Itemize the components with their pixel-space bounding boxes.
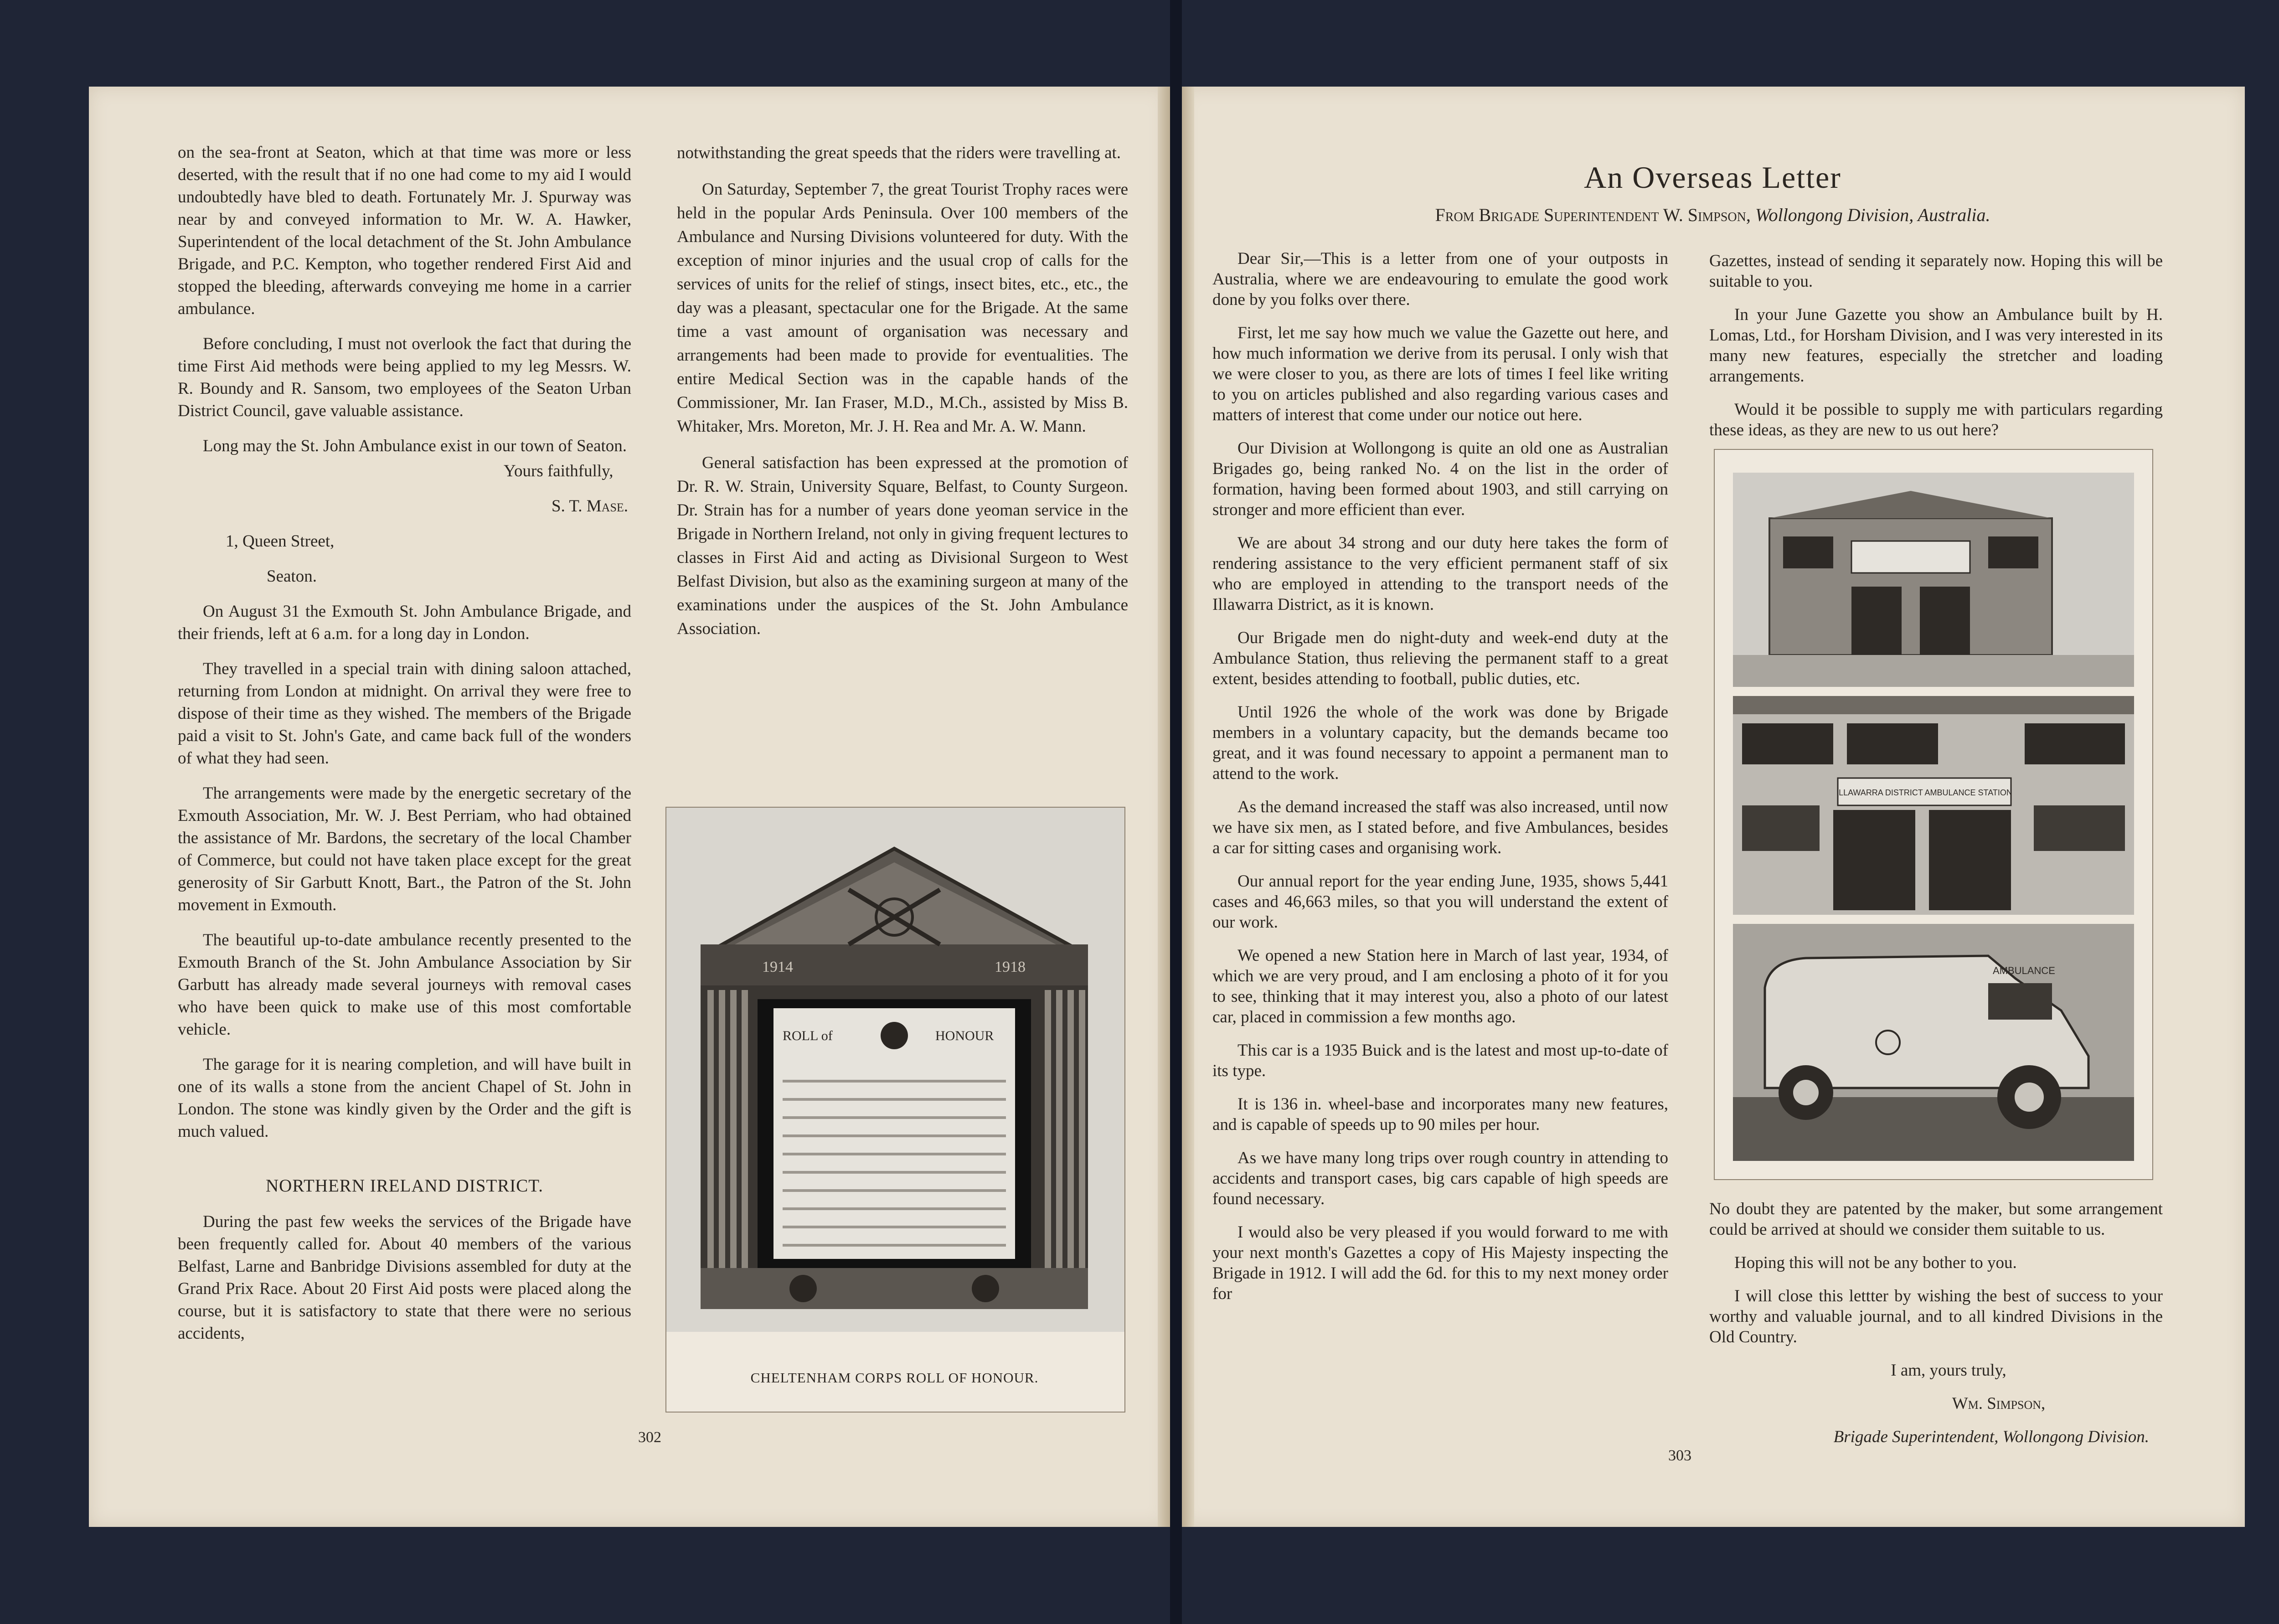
paragraph: In your June Gazette you show an Ambulance built by H. Lomas, Ltd., for Horsham Division, and I was very interested in its many new features, especially the stretcher and loading arrangements. xyxy=(1709,305,2163,386)
page-number-left: 302 xyxy=(638,1429,661,1446)
paragraph: Until 1926 the whole of the work was done by Brigade members in a voluntary capacity, but the demands became too great, and it was found necessary to appoint a permanent man to attend to the work. xyxy=(1212,703,1668,783)
left-column-1 xyxy=(178,141,631,1357)
paragraph: Gazettes, instead of sending it separately now. Hoping this will be suitable to you. xyxy=(1709,252,2163,291)
roll-of-honour-image xyxy=(666,808,1124,1332)
paragraph: Hoping this will not be any bother to you. xyxy=(1734,1253,2017,1272)
address-line: 1, Queen Street, xyxy=(226,532,335,551)
station-sign: ILLAWARRA DISTRICT AMBULANCE STATION xyxy=(1836,788,2012,797)
page-number-right: 303 xyxy=(1668,1447,1691,1464)
paragraph: General satisfaction has been expressed at the promotion of Dr. R. W. Strain, University Square, Belfast, to County Surgeon. Dr. Strain has for a number of years done yeoman service in the Brigade in Northern Ireland, not only in giving frequent lectures to classes in First Aid and acting as Divisional Surgeon to West Belfast Division, but also as the examining surgeon at many of the examinations under the auspices of the St. John Ambulance Association. xyxy=(677,454,1128,638)
ambulance-station-image xyxy=(1715,450,2152,1179)
address-line: Seaton. xyxy=(267,567,317,586)
paragraph: This car is a 1935 Buick and is the latest and most up-to-date of its type. xyxy=(1212,1041,1668,1080)
left-gutter xyxy=(1158,87,1171,1527)
paragraph: Would it be possible to supply me with particulars regarding these ideas, as they are new to us out here? xyxy=(1709,400,2163,439)
article-title: An Overseas Letter xyxy=(1584,160,1841,195)
right-column-2-top xyxy=(1709,251,2163,453)
ambulance-station-photo xyxy=(1714,449,2153,1180)
honour-label: HONOUR xyxy=(935,1028,994,1043)
paragraph: As the demand increased the staff was also increased, until now we have six men, as I stated before, and five Ambulances, besides a car for sitting cases and organising work. xyxy=(1212,798,1668,857)
paragraph: It is 136 in. wheel-base and incorporates many new features, and is capable of speeds up to 90 miles per hour. xyxy=(1212,1095,1668,1134)
paragraph: On Saturday, September 7, the great Tourist Trophy races were held in the popular Ards Peninsula. Over 100 members of the Ambulance and Nursing Divisions volunteered for duty. With the exception of minor injuries and the usual crop of calls for the services of units for the relief of stings, insect bites, etc., etc., the day was a pleasant, spectacular one for the Brigade. At the same time a vast amount of organisation was necessary and arrangements had been made to provide for eventualities. The entire Medical Section was in the capable hands of the Commissioner, Mr. Ian Fraser, M.D., M.Ch., assisted by Miss B. Whitaker, Mrs. Moreton, Mr. J. H. Rea and Mr. A. W. Mann. xyxy=(677,180,1128,436)
year-left: 1914 xyxy=(762,959,793,975)
paragraph: The garage for it is nearing completion, and will have built in one of its walls a stone from the ancient Chapel of St. John in London. The stone was kindly given by the Order and the gift is much valued. xyxy=(178,1055,631,1141)
paragraph: On August 31 the Exmouth St. John Ambulance Brigade, and their friends, left at 6 a.m. for a long day in London. xyxy=(178,602,631,643)
right-column-1 xyxy=(1212,248,1668,1317)
paragraph: Our annual report for the year ending June, 1935, shows 5,441 cases and 46,663 miles, so that you will understand the extent of our work. xyxy=(1212,872,1668,932)
paragraph: No doubt they are patented by the maker, but some arrangement could be arrived at should we consider them suitable to us. xyxy=(1709,1200,2163,1239)
right-column-2-bottom xyxy=(1709,1199,2163,1460)
closing-salutation: I am, yours truly, xyxy=(1891,1361,2006,1380)
car-label: AMBULANCE xyxy=(1993,965,2055,976)
signature-salutation: Yours faithfully, xyxy=(504,462,614,480)
paragraph: Our Division at Wollongong is quite an old one as Australian Brigades go, being ranked No. 4 on the list in the order of formation, having been formed about 1903, and still carrying on stronger and more efficient than ever. xyxy=(1212,439,1668,519)
paragraph: During the past few weeks the services of the Brigade have been frequently called for. About 40 members of the various Belfast, Larne and Banbridge Divisions assembled for duty at the Grand Prix Race. About 20 First Aid posts were placed along the course, but it is satisfactory to state that there were no serious accidents, xyxy=(178,1212,631,1343)
paragraph: Our Brigade men do night-duty and week-end duty at the Ambulance Station, thus relieving the permanent staff to a great extent, besides attending to football, public duties, etc. xyxy=(1212,629,1668,688)
subtitle-author: From Brigade Superintendent W. Simpson, xyxy=(1435,205,1751,225)
paragraph: As we have many long trips over rough country in attending to accidents and transport cases, big cars capable of high speeds are found necessary. xyxy=(1212,1149,1668,1208)
cross-emblem-icon xyxy=(881,1022,908,1049)
signature-name: S. T. Mase. xyxy=(552,497,629,516)
paragraph: First, let me say how much we value the Gazette out here, and how much information we derive from its perusal. I only wish that we were closer to you, as there are lots of times I feel like writing to you on articles published and also regarding various cases and matters of interest that come under our notice out here. xyxy=(1212,324,1668,424)
left-column-2 xyxy=(677,141,1128,654)
paragraph: We opened a new Station here in March of last year, 1934, of which we are very proud, and I am enclosing a photo of it for you to see, thinking that it may interest you, also a photo of our latest car, placed in commission a few months ago. xyxy=(1212,946,1668,1026)
book-spine xyxy=(1170,0,1182,1624)
paragraph: on the sea-front at Seaton, which at that time was more or less deserted, with the result that if no one had come to my aid I would undoubtedly have bled to death. Fortunately Mr. J. Spurway was near by and conveyed information to Mr. W. A. Hawker, Superintendent of the local detachment of the St. John Ambulance Brigade, and P.C. Kempton, who together rendered First Aid and stopped the bleeding, afterwards conveying me home in a carrier ambulance. xyxy=(178,143,631,318)
photo-caption: CHELTENHAM CORPS ROLL OF HONOUR. xyxy=(750,1370,1039,1386)
right-gutter xyxy=(1181,87,1194,1527)
paragraph: They travelled in a special train with dining saloon attached, returning from London at midnight. On arrival they were free to dispose of their time as they wished. The members of the Brigade paid a visit to St. John's Gate, and came back full of the wonders of what they had seen. xyxy=(178,660,631,768)
article-subtitle xyxy=(1181,204,2245,226)
roll-label: ROLL of xyxy=(783,1028,833,1043)
closing-name: Wm. Simpson, xyxy=(1952,1394,2046,1413)
paragraph: Long may the St. John Ambulance exist in our town of Seaton. xyxy=(203,437,627,455)
closing-title: Brigade Superintendent, Wollongong Division. xyxy=(1833,1428,2149,1446)
paragraph: We are about 34 strong and our duty here takes the form of rendering assistance to the very efficient permanent staff of six who are employed in attending to the transport needs of the Illawarra District, as it is known. xyxy=(1212,534,1668,614)
paragraph: The beautiful up-to-date ambulance recently presented to the Exmouth Branch of the St. John Ambulance Association by Sir Garbutt has already made several journeys with removal cases who have been quick to make use of this most comfortable vehicle. xyxy=(178,931,631,1039)
paragraph: The arrangements were made by the energetic secretary of the Exmouth Association, Mr. W. J. Best Perriam, who had obtained the assistance of Mr. Bardons, the secretary of the local Chamber of Commerce, but could not have taken place except for the great generosity of Sir Garbutt Knott, Bart., the Patron of the St. John movement in Exmouth. xyxy=(178,784,631,914)
paragraph: Before concluding, I must not overlook the fact that during the time First Aid methods were being applied to my leg Messrs. W. R. Boundy and R. Sansom, two employees of the Seaton Urban District Council, gave valuable assistance. xyxy=(178,335,631,420)
section-heading: NORTHERN IRELAND DISTRICT. xyxy=(266,1176,543,1196)
paragraph: I will close this lettter by wishing the best of success to your worthy and valuable journal, and to all kindred Divisions in the Old Country. xyxy=(1709,1287,2163,1346)
year-right: 1918 xyxy=(995,959,1026,975)
paragraph: I would also be very pleased if you would forward to me with your next month's Gazettes a copy of His Majesty inspecting the Brigade in 1912. I will add the 6d. for this to my next money order for xyxy=(1212,1223,1668,1303)
paragraph: notwithstanding the great speeds that the riders were travelling at. xyxy=(677,144,1121,162)
paragraph: Dear Sir,—This is a letter from one of your outposts in Australia, where we are endeavouring to emulate the good work done by you folks over there. xyxy=(1212,249,1668,309)
subtitle-division: Wollongong Division, Australia. xyxy=(1755,205,1990,225)
roll-of-honour-photo xyxy=(665,807,1125,1413)
